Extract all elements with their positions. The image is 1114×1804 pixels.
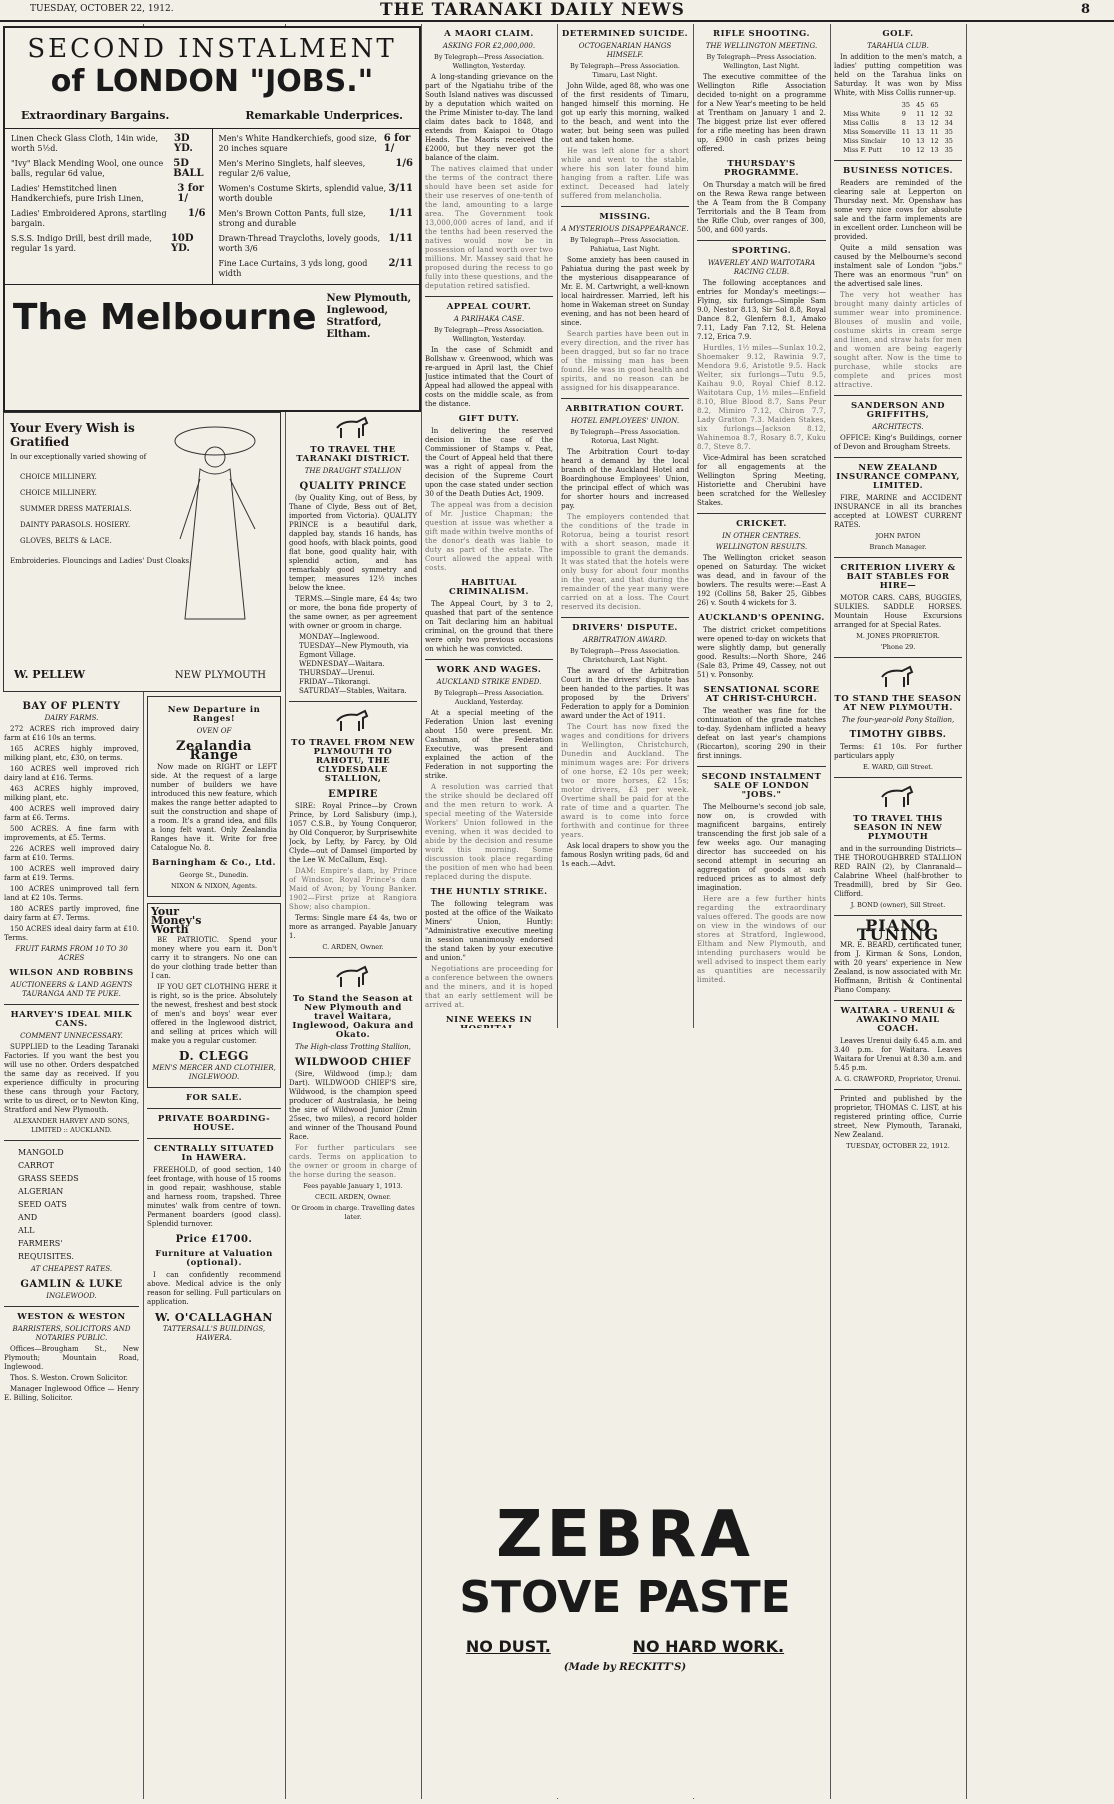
headline: GIFT DUTY. bbox=[458, 414, 520, 424]
list-item: 180 ACRES partly improved, fine dairy farm at £7. Terms. bbox=[4, 905, 139, 922]
zealandia-ad bbox=[147, 696, 281, 897]
central-body: FREEHOLD, of good section, 140 feet frontage, with house of 15 rooms in good repair, washhouse, stable and harness room, trapshed. Three minutes' walk from centre of town. Permanent boarders (good class). Splendid turnover. bbox=[147, 1166, 281, 1228]
article-body: The Arbitration Court to-day heard a demand by the local branch of the Auckland Hotel and Boardinghouse Employees' Union, the principal effect of which was for shorter hours and increased pay. bbox=[561, 448, 689, 510]
list-item: 500 ACRES. A fine farm with improvements, at £5. Terms. bbox=[4, 825, 139, 842]
store-towns: New Plymouth, Inglewood, Stratford, Eltham. bbox=[326, 293, 412, 340]
headline: RIFLE SHOOTING. bbox=[713, 29, 810, 39]
wildwood-intro: The High-class Trotting Stallion, bbox=[295, 1043, 411, 1051]
harvey-body: SUPPLIED to the Leading Taranaki Factories. If you want the best you will use no other. Orders despatched the same day as received. If you experience difficulty in procuring these cans through your Factory, write to us direct, or to Newton King, Stratford and New Plymouth. bbox=[4, 1043, 139, 1114]
criterion-title: CRITERION LIVERY & BAIT STABLES FOR HIRE— bbox=[840, 563, 956, 591]
subhead: ARBITRATION AWARD. bbox=[583, 636, 667, 644]
ad-heading-2: of LONDON "JOBS." bbox=[50, 64, 374, 99]
zebra-subtitle: STOVE PASTE bbox=[459, 1572, 791, 1623]
range-agents: NIXON & NIXON, Agents. bbox=[170, 882, 258, 890]
headline: GOLF. bbox=[882, 29, 914, 39]
waitara-title: WAITARA - URENUI & AWAKINO MAIL COACH. bbox=[840, 1006, 956, 1034]
range-addr: George St., Dunedin. bbox=[179, 871, 249, 879]
prince-body: (by Quality King, out of Bess, by Thane of Clyde, Bess out of Bet, imported from Victoria). QUALITY PRINCE is a beautiful dark, dappled bay, stands 16 hands, has good hoofs, with black points, good flat bone, good quality hair, with splendid action, and has remarkably good symmetry and temper, measures 12½ inches below the knee. bbox=[289, 494, 417, 592]
table-header: 35 45 65 bbox=[901, 101, 939, 109]
harvey-foot: ALEXANDER HARVEY AND SONS, LIMITED :: AUCKLAND. bbox=[13, 1117, 130, 1134]
piano-body: MR. E. BEARD, certificated tuner, from J. Kirman & Sons, London, with 20 years' experience in New Zealand, is now associated with Mr. Hoffmann, British & Continental Piano Company. bbox=[834, 941, 962, 994]
nz-insurance-body: FIRE, MARINE and ACCIDENT INSURANCE in all its branches accepted at LOWEST CURRENT RATES. bbox=[834, 494, 962, 529]
central-title: CENTRALLY SITUATED In HAWERA. bbox=[153, 1144, 275, 1163]
pellew-ad bbox=[3, 412, 281, 692]
travel-body: and in the surrounding Districts—THE THOROUGHBRED STALLION RED RAIN (2), by Clanranald—Calabrine Wheel (half-brother to Treadmill), bred by Sir Geo. Clifford. bbox=[834, 845, 962, 898]
zebra-ad bbox=[425, 1028, 825, 1798]
boarding-title: PRIVATE BOARDING-HOUSE. bbox=[157, 1114, 271, 1133]
range-maker: Barningham & Co., Ltd. bbox=[152, 858, 276, 868]
byline: By Telegraph—Press Association. Wellington, Yesterday. bbox=[434, 326, 544, 343]
range-title: New Departure in Ranges! bbox=[167, 705, 261, 724]
ocallaghan-sub: TATTERSALL'S BUILDINGS, HAWERA. bbox=[162, 1325, 266, 1342]
subhead: A PARIHAKA CASE. bbox=[453, 315, 525, 323]
wildwood-body: (Sire, Wildwood (imp.); dam Dart). WILDWOOD CHIEF'S sire, Wildwood, is the champion speed producer of Australasia, he being the sire of Wildwood Junior (2min 25sec, two miles), a record holder and winner of the Thousand Pound Race. bbox=[289, 1070, 417, 1141]
horse-illustration bbox=[878, 663, 918, 689]
headline: AUCKLAND'S OPENING. bbox=[698, 613, 825, 623]
headline: BUSINESS NOTICES. bbox=[842, 166, 954, 176]
criterion-body: MOTOR CARS. CABS, BUGGIES, SULKIES. SADDLE HORSES. Mountain House Excursions arranged for at Special Rates. bbox=[834, 594, 962, 629]
headline: DETERMINED SUICIDE. bbox=[561, 29, 689, 39]
empire-owner: C. ARDEN, Owner. bbox=[322, 943, 384, 951]
timothy-terms: Terms: £1 10s. For further particulars apply bbox=[834, 743, 962, 760]
ad-tag-left: Extraordinary Bargains. bbox=[21, 109, 170, 122]
zebra-left: NO DUST. bbox=[465, 1637, 551, 1656]
article-filler: The natives claimed that under the terms of the contract there should have been set aside for their use reserves of one-tenth of the land, amounting to a large area. The Government took 13,000,000 acres of land, and if the tenths had been reserved the natives would now be in possession of land worth over two millions. Mr. Massey said that he proposed during the recess to go fully into these questions, and the deputation retired satisfied. bbox=[425, 165, 553, 290]
money-body: BE PATRIOTIC. Spend your money where you earn it. Don't carry it to strangers. No one can do your clothing trade better than I can. bbox=[151, 936, 277, 980]
gamlin-list: MANGOLD CARROT GRASS SEEDS ALGERIAN SEED OATS AND ALL FARMERS' REQUISITES. bbox=[18, 1148, 79, 1261]
article-filler: Hurdles, 1½ miles—Sunlax 10.2, Shoemaker 9.12, Rawinia 9.7, Mendora 9.6, Aristotle 9.5. Hack Welter, six furlongs—Tutu 9.5, Kaihau 9.0, Royal Chief 8.12. Waitotara Cup, 1½ miles—Enfield 8.10, Blue Blood 8.7, Sans Peur 8.2, Mimiro 7.12, Chiron 7.7, Lady Gratton 7.3. Maiden Stakes, six furlongs—Jackson 8.12, Wahinemoa 8.7, Rosary 8.7, Kuku 8.7, Steve 8.7. bbox=[697, 344, 826, 451]
horse-illustration bbox=[333, 414, 373, 440]
byline: By Telegraph—Press Association. Wellington, Yesterday. bbox=[434, 53, 544, 70]
lady-illustration bbox=[160, 419, 270, 639]
subhead: A MYSTERIOUS DISAPPEARANCE. bbox=[561, 225, 689, 233]
article-filler: The Court has now fixed the wages and conditions for drivers in Wellington, Christchurch, Dunedin and Auckland. The minimum wages are: For drivers of one horse, £2 10s per week; two or more horses, £2 15s; motor drivers, £3 per week. Overtime shall be paid for at the rate of time and a quarter. The award is to come into force forthwith and continue for three years. bbox=[561, 723, 689, 839]
range-body: Now made on RIGHT or LEFT side. At the request of a large number of builders we have introduced this new feature, which makes the range better adapted to suit the construction and shape of a room. It's a grand idea, and fills a long felt want. Only Zealandia Ranges have it. Write for free Catalogue No. 8. bbox=[151, 763, 277, 852]
article-body: The district cricket competitions were opened to-day on wickets that were slightly damp, but generally good. Results:—North Shore, 246 (Sale 83, Prime 49, Cassey, not out 51) v. Ponsonby. bbox=[697, 626, 826, 679]
ad-item: Men's White Handkerchiefs, good size, 20 inches square 6 for 1/ bbox=[218, 133, 411, 154]
clegg-sub: MEN'S MERCER AND CLOTHIER, INGLEWOOD. bbox=[152, 1064, 276, 1081]
weston-line: Thos. S. Weston. Crown Solicitor. bbox=[10, 1374, 128, 1382]
store-name: The Melbourne bbox=[12, 296, 317, 338]
subhead: AUCKLAND STRIKE ENDED. bbox=[436, 678, 542, 686]
article-filler: Here are a few further hints regarding the extraordinary values offered. The goods are now on view in the windows of our stores at Stratford, Inglewood, Eltham and New Plymouth, and intending purchasers would be well advised to inspect them early as quantities are necessarily limited. bbox=[697, 895, 826, 984]
list-item: 463 ACRES highly improved, milking plant, etc. bbox=[4, 785, 139, 802]
weston-line: Manager Inglewood Office — Henry E. Billing, Solicitor. bbox=[4, 1385, 139, 1402]
ad-heading-1: SECOND INSTALMENT bbox=[27, 34, 397, 64]
byline: By Telegraph—Press Association. Timaru, Last Night. bbox=[570, 62, 680, 79]
horse-illustration bbox=[333, 707, 373, 733]
column-7 bbox=[834, 24, 962, 1799]
list-item: 100 ACRES well improved dairy farm at £19. Terms. bbox=[4, 865, 139, 882]
sanderson-office: OFFICE: King's Buildings, corner of Devon and Brougham Streets. bbox=[834, 434, 962, 451]
prince-route: MONDAY—Inglewood. TUESDAY—New Plymouth, via Egmont Village. WEDNESDAY—Waitara. THURSDAY—Urenui. FRIDAY—Tikorangi. SATURDAY—Stables, Waitara. bbox=[299, 633, 409, 695]
table-row: Miss F. Putt 10 12 13 35 bbox=[843, 146, 953, 154]
headline: THURSDAY'S PROGRAMME. bbox=[723, 159, 800, 178]
ad-item: Men's Brown Cotton Pants, full size, strong and durable 1/11 bbox=[218, 208, 413, 228]
byline: By Telegraph—Press Association. Pahiatua, Last Night. bbox=[570, 236, 680, 253]
headline: MISSING. bbox=[599, 212, 651, 222]
table-row: Miss Collis 8 13 12 34 bbox=[843, 119, 953, 127]
bay-title: BAY OF PLENTY bbox=[22, 701, 121, 712]
table-row: Miss White 9 11 12 32 bbox=[843, 110, 953, 118]
subhead: WELLINGTON RESULTS. bbox=[715, 543, 808, 551]
ad-item: Men's Merino Singlets, half sleeves, regular 2/6 value, 1/6 bbox=[218, 158, 413, 178]
sanderson-sub: ARCHITECTS. bbox=[872, 423, 924, 431]
imprint: Printed and published by the proprietor, THOMAS C. LIST, at his registered printing office, Currie street, New Plymouth, Taranaki, New Zealand. bbox=[834, 1095, 962, 1139]
clegg-name: D. CLEGG bbox=[179, 1049, 249, 1063]
newspaper-title: THE TARANAKI DAILY NEWS bbox=[380, 0, 685, 20]
sanderson-title: SANDERSON AND GRIFFITHS, bbox=[851, 401, 945, 420]
table-row: Miss Somerville 11 13 11 35 bbox=[843, 128, 953, 136]
range-name: Zealandia Range bbox=[176, 739, 252, 763]
stand-body: The four-year-old Pony Stallion, bbox=[841, 716, 955, 724]
article-body: The weather was fine for the continuation of the grade matches to-day. Sydenham inflicted a heavy defeat on last year's champions (Riccarton), scoring 290 in their first innings. bbox=[697, 707, 826, 760]
headline: HABITUAL CRIMINALISM. bbox=[448, 578, 529, 597]
article-body: The following telegram was posted at the office of the Waikato Miners' Union, Huntly: "Administrative executive meeting in session unanimously endorsed the stand taken by your executive and union." bbox=[425, 900, 553, 962]
wildwood-filler: For further particulars see cards. Terms on application to the owner or groom in charge of the horse during the season. bbox=[289, 1144, 417, 1179]
waitara-owner: A. G. CRAWFORD, Proprietor, Urenui. bbox=[835, 1075, 961, 1083]
empire-name: EMPIRE bbox=[328, 789, 378, 800]
article-body: Quite a mild sensation was caused by the Melbourne's second instalment sale of London "jobs." There was an enormous "run" on the advertised sale lines. bbox=[834, 244, 962, 288]
ad-items-right bbox=[213, 129, 420, 284]
gamlin-name: GAMLIN & LUKE bbox=[20, 1279, 123, 1290]
list-item: 160 ACRES well improved rich dairy land at £16. Terms. bbox=[4, 765, 139, 782]
pellew-place: NEW PLYMOUTH bbox=[174, 670, 266, 681]
article-body: In addition to the men's match, a ladies' putting competition was held on the Tarahua links on Saturday. It was won by Miss White, with Miss Collis runner-up. bbox=[834, 53, 962, 97]
weston-line: Offices—Brougham St., New Plymouth; Mountain Road, Inglewood. bbox=[4, 1345, 139, 1371]
headline: ARBITRATION COURT. bbox=[565, 404, 685, 414]
wildwood-note: Or Groom in charge. Travelling dates later. bbox=[291, 1204, 415, 1221]
central-price: Price £1700. bbox=[175, 1234, 253, 1245]
bay-list bbox=[4, 725, 139, 943]
ad-tag-right: Remarkable Underprices. bbox=[245, 109, 403, 122]
wildwood-owner: CECIL ARDEN, Owner. bbox=[315, 1193, 391, 1201]
list-item: 100 ACRES unimproved tall fern land at £2 10s. Terms. bbox=[4, 885, 139, 902]
byline: By Telegraph—Press Association. Christchurch, Last Night. bbox=[570, 647, 680, 664]
article-body: The Melbourne's second job sale, now on, is crowded with magnificent bargains, entirely transcending the first job sale of a few weeks ago. Our managing director has succeeded on his second attempt in securing an aggregation of goods at such reduced prices as to almost defy imagination. bbox=[697, 803, 826, 892]
ad-item: Drawn-Thread Traycloths, lovely goods, worth 3/6 1/11 bbox=[218, 233, 413, 253]
headline: SENSATIONAL SCORE AT CHRIST-CHURCH. bbox=[703, 685, 820, 704]
article-filler: The very hot weather has brought many dainty articles of summer wear into prominence. Blouses of muslin and voile, costume skirts in cream serge and linen, and straw hats for men and women are being eagerly sought after. Now is the time to purchase, while stocks are complete and prices most attractive. bbox=[834, 291, 962, 389]
wildwood-terms: Fees payable January 1, 1913. bbox=[303, 1182, 403, 1190]
piano-title: PIANO TUNING bbox=[856, 916, 940, 944]
timothy-name: TIMOTHY GIBBS. bbox=[849, 730, 947, 740]
headline: CRICKET. bbox=[736, 519, 787, 529]
byline: By Telegraph—Press Association. Wellington, Last Night. bbox=[706, 53, 817, 70]
ad-item: Ladies' Embroidered Aprons, startling bargain. 1/6 bbox=[11, 208, 206, 228]
horse-illustration bbox=[878, 783, 918, 809]
forsale: FOR SALE. bbox=[185, 1093, 243, 1103]
nz-insurance-title: NEW ZEALAND INSURANCE COMPANY, LIMITED. bbox=[836, 463, 960, 491]
furniture-note: Furniture at Valuation (optional). bbox=[155, 1249, 273, 1268]
article-body: Readers are reminded of the clearing sale at Lepperton on Thursday next. Mr. Openshaw has some very nice cows for absolute sale and the farm implements are in excellent order. Luncheon will be provided. bbox=[834, 179, 962, 241]
masthead bbox=[0, 0, 1114, 22]
nz-agent-role: Branch Manager. bbox=[869, 543, 927, 551]
subhead: TARAHUA CLUB. bbox=[867, 42, 929, 50]
subhead: WAVERLEY AND WAITOTARA RACING CLUB. bbox=[707, 259, 816, 276]
column-3 bbox=[289, 412, 417, 1797]
weston-sub: BARRISTERS, SOLICITORS AND NOTARIES PUBLIC. bbox=[12, 1325, 131, 1342]
melbourne-ad bbox=[3, 26, 421, 412]
stand-title: TO STAND THE SEASON AT NEW PLYMOUTH. bbox=[834, 694, 962, 713]
travel1-sub: THE DRAUGHT STALLION bbox=[304, 467, 402, 475]
imprint-date: TUESDAY, OCTOBER 22, 1912. bbox=[846, 1142, 950, 1150]
article-body: The Appeal Court, by 3 to 2, quashed that part of the sentence on Tait declaring him an habitual criminal, on the ground that there were only two previous occasions on which he was convicted. bbox=[425, 600, 553, 653]
column-5 bbox=[561, 24, 689, 1024]
criterion-prop: M. JONES PROPRIETOR. bbox=[856, 632, 940, 640]
article-filler: He was left alone for a short while and went to the stable, where his son later found him hanging from a rafter. Life was extinct. Deceased had lately suffered from melancholia. bbox=[561, 147, 689, 200]
headline: APPEAL COURT. bbox=[446, 302, 532, 312]
byline: By Telegraph—Press Association. Auckland, Yesterday. bbox=[434, 689, 544, 706]
timothy-owner: E. WARD, Gill Street. bbox=[863, 763, 933, 771]
article-body: In delivering the reserved decision in the case of the Commissioner of Stamps v. Peat, the Court of Appeal held that there was a right of appeal from the decision of the Supreme Court upon the case stated under section 30 of the Death Duties Act, 1909. bbox=[425, 427, 553, 498]
zebra-maker: (Made by RECKITT'S) bbox=[563, 1662, 687, 1673]
range-sub: OVEN OF bbox=[196, 727, 232, 735]
advert-note: Ask local drapers to show you the famous Roslyn writing pads, 6d and 1s each.—Advt. bbox=[561, 842, 689, 868]
article-body: Some anxiety has been caused in Pahiatua during the past week by the mysterious disappearance of Mr. E. M. Cartwright, a well-known local hairdresser. Married, left his home in Wakeman street on Sunday evening, and has not been heard of since. bbox=[561, 256, 689, 327]
list-item: 400 ACRES well improved dairy farm at £6. Terms. bbox=[4, 805, 139, 822]
golf-table bbox=[840, 101, 956, 155]
travel-owner: J. BOND (owner), Sill Street. bbox=[850, 901, 946, 909]
ad-item: Fine Lace Curtains, 3 yds long, good width 2/11 bbox=[218, 258, 413, 278]
list-item: 165 ACRES highly improved, milking plant, etc, £30, on terms. bbox=[4, 745, 139, 762]
travel1-title: TO TRAVEL THE TARANAKI DISTRICT. bbox=[296, 445, 410, 464]
wilson-title: WILSON AND ROBBINS bbox=[9, 968, 134, 978]
horse-illustration bbox=[333, 963, 373, 989]
zebra-right: NO HARD WORK. bbox=[632, 1637, 785, 1656]
headline: A MAORI CLAIM. bbox=[444, 29, 534, 39]
pellew-name: W. PELLEW bbox=[14, 668, 86, 681]
column-1 bbox=[4, 696, 139, 1796]
byline: By Telegraph—Press Association. Rotorua, Last Night. bbox=[570, 428, 680, 445]
empire-filler: DAM: Empire's dam, by Prince of Windsor, Royal Prince's dam Maid of Avon; by Young Banker. 1902—First prize at Rangiora Show; also champion. bbox=[289, 867, 417, 911]
ad-item: "Ivy" Black Mending Wool, one ounce balls, regular 6d value, 5D BALL bbox=[11, 158, 204, 179]
prince-terms: TERMS.—Single mare, £4 4s; two or more, the bona fide property of the same owner, as per agreement with owner or groom in charge. bbox=[289, 595, 417, 630]
table-row: Miss Sinclair 10 13 12 35 bbox=[843, 137, 953, 145]
nz-agent: JOHN PATON bbox=[875, 532, 921, 540]
travel2-title: TO TRAVEL FROM NEW PLYMOUTH TO RAHOTU, THE CLYDESDALE STALLION, bbox=[291, 738, 415, 784]
gamlin-place: INGLEWOOD. bbox=[46, 1292, 97, 1300]
gamlin-price: AT CHEAPEST RATES. bbox=[30, 1265, 113, 1273]
article-body: At a special meeting of the Federation Union last evening about 150 were present. Mr. Cashman, of the Federation Executive, was present and explained the action of the Federation in not supporting the strike. bbox=[425, 709, 553, 780]
ad-item: Linen Check Glass Cloth, 14in wide, worth 5½d. 3D YD. bbox=[11, 133, 193, 154]
empire-terms: Terms: Single mare £4 4s, two or more as arranged. Payable January 1. bbox=[289, 914, 417, 940]
article-body: The Wellington cricket season opened on Saturday. The wicket was dead, and in favour of the bowlers. The results were:—East A 192 (Collins 58, Baker 25, Gibbes 26) v. South 4 wickets for 3. bbox=[697, 554, 826, 607]
weston-title: WESTON & WESTON bbox=[17, 1312, 126, 1322]
empire-body: SIRE: Royal Prince—by Crown Prince, by Lord Salisbury (imp.), 1057 C.S.B., by Young Conqueror, by Old Conqueror, by Surprisewhite Jock, by Lefty, by Farcy, by Old Clyde—out of Damsel (imported by the Lee W. McCallum, Esq). bbox=[289, 802, 417, 864]
article-filler: Search parties have been out in every direction, and the river has been dragged, but so far no trace of the missing man has been found. He was in good health and spirits, and no reason can be assigned for his disappearance. bbox=[561, 330, 689, 392]
criterion-phone: 'Phone 29. bbox=[880, 643, 916, 651]
money-ad bbox=[147, 903, 281, 1088]
article-body: The executive committee of the Wellington Rifle Association decided to-night on a programme for a New Year's meeting to be held at Trentham on January 1 and 2. The biggest prize list ever offered for a rifle meeting has been drawn up, £900 in cash prizes being offered. bbox=[697, 73, 826, 153]
pellew-extra: Embroideries. Flouncings and Ladies' Dust Cloaks. bbox=[10, 557, 192, 565]
money-body-2: IF YOU GET CLOTHING HERE it is right, so is the price. Absolutely the newest, freshest and best stock of men's and boys' wear ever offered in the Inglewood district, and selling at prices which will make you a regular customer. bbox=[151, 983, 277, 1045]
travel-title: TO TRAVEL THIS SEASON IN NEW PLYMOUTH bbox=[853, 814, 943, 842]
bay-sub: DAIRY FARMS. bbox=[44, 714, 99, 722]
article-filler: Negotiations are proceeding for a conference between the owners and the miners, and it is hoped that an early settlement will be arrived at. bbox=[425, 965, 553, 1009]
article-filler: The appeal was from a decision of Mr. Justice Chapman; the question at issue was whether a gift made within twelve months of the donor's death was liable to duty as part of the estate. The Court allowed the appeal with costs. bbox=[425, 501, 553, 572]
harvey-title: HARVEY'S IDEAL MILK CANS. bbox=[10, 1010, 133, 1029]
harvey-sub: COMMENT UNNECESSARY. bbox=[20, 1032, 123, 1040]
list-item: 226 ACRES well improved dairy farm at £10. Terms. bbox=[4, 845, 139, 862]
article-filler: The employers contended that the conditions of the trade in Rotorua, being a tourist resort with a short season, made it impossible to grant the demands. It was stated that the hotels were only busy for about four months in the year, and that during the remainder of the year many were carried on at a loss. The Court reserved its decision. bbox=[561, 513, 689, 611]
subhead: OCTOGENARIAN HANGS HIMSELF. bbox=[578, 42, 672, 59]
ocallaghan-name: W. O'CALLAGHAN bbox=[155, 1311, 273, 1324]
issue-date: TUESDAY, OCTOBER 22, 1912. bbox=[30, 4, 174, 14]
zebra-title: ZEBRA bbox=[496, 1498, 754, 1572]
bay-footer: FRUIT FARMS FROM 10 TO 30 ACRES bbox=[15, 945, 128, 962]
article-body: The award of the Arbitration Court in the drivers' dispute has been handed to the parties. It was proposed by the Drivers' Federation to apply for a Dominion award under the Act of 1911. bbox=[561, 667, 689, 720]
list-item: 150 ACRES ideal dairy farm at £10. Terms. bbox=[4, 925, 139, 942]
article-body: John Wilde, aged 88, who was one of the first residents of Timaru, hanged himself this morning. He got up early this morning, walked to the beach, and went into the water, but being seen was pulled out and taken home. bbox=[561, 82, 689, 144]
headline: THE HUNTLY STRIKE. bbox=[430, 887, 548, 897]
headline: SPORTING. bbox=[731, 246, 792, 256]
list-item: 272 ACRES rich improved dairy farm at £16 10s an terms. bbox=[4, 725, 139, 742]
money-title: Your Money's Worth bbox=[151, 905, 202, 936]
headline: NINE WEEKS IN bbox=[445, 1015, 533, 1025]
article-body: In the case of Schmidt and Bollshaw v. Greenwood, which was re-argued in April last, the Chief Justice intimated that the Court of Appeal had allowed the appeal with costs on the middle scale, as from the distance. bbox=[425, 346, 553, 408]
pellew-intro: In our exceptionally varied showing of bbox=[10, 453, 147, 461]
wildwood-name: WILDWOOD CHIEF bbox=[294, 1057, 412, 1068]
column-2 bbox=[147, 696, 281, 1796]
wilson-sub: AUCTIONEERS & LAND AGENTS TAURANGA AND TE PUKE. bbox=[10, 981, 133, 998]
subhead: ASKING FOR £2,000,000. bbox=[442, 42, 536, 50]
subhead: HOTEL EMPLOYEES' UNION. bbox=[570, 417, 680, 425]
subhead: THE WELLINGTON MEETING. bbox=[705, 42, 818, 50]
page-number: 8 bbox=[1080, 2, 1090, 17]
ad-item: Ladies' Hemstitched linen Handkerchiefs, pure Irish Linen, 3 for 1/ bbox=[11, 183, 205, 204]
ad-item: S.S.S. Indigo Drill, best drill made, regular 1s yard. 10D YD. bbox=[11, 233, 194, 254]
headline: DRIVERS' DISPUTE. bbox=[572, 623, 678, 633]
central-note: I can confidently recommend above. Medical advice is the only reason for selling. Full particulars on application. bbox=[147, 1271, 281, 1306]
pellew-lines: CHOICE MILLINERY. CHOICE MILLINERY. SUMMER DRESS MATERIALS. DAINTY PARASOLS. HOSIERY. GLOVES, BELTS & LACE. bbox=[20, 473, 132, 545]
prince-name: QUALITY PRINCE bbox=[299, 481, 407, 492]
headline: WORK AND WAGES. bbox=[436, 665, 542, 675]
article-filler: A resolution was carried that the strike should be declared off and the men return to work. A special meeting of the Waterside Workers' Union followed in the evening, when it was decided to abide by the decision and resume work this morning. Some discussion took place regarding the position of men who had been replaced during the dispute. bbox=[425, 783, 553, 881]
article-body: The following acceptances and entries for Monday's meetings:— Flying, six furlongs—Simple Sam 9.0, Nestor 8.13, Sir Sol 8.8, Royal Dance 8.2, Glenfern 8.1, Amako 7.11, Lady Fan 7.12, St. Helena 7.12, Erica 7.9. bbox=[697, 279, 826, 341]
subhead: IN OTHER CENTRES. bbox=[722, 532, 801, 540]
article-body: Vice-Admiral has been scratched for all engagements at the Wellington Spring Meeting, Historiette and Cherubini have been scratched for the Wellesley Stakes. bbox=[697, 454, 826, 507]
column-6 bbox=[697, 24, 826, 1024]
ad-items-left bbox=[5, 129, 213, 284]
pellew-title: Your Every Wish is Gratified bbox=[10, 421, 135, 449]
headline: SECOND INSTALMENT SALE OF LONDON "JOBS." bbox=[701, 772, 822, 800]
travel3-title: To Stand the Season at New Plymouth and travel Waitara, Inglewood, Oakura and Okato. bbox=[292, 994, 414, 1040]
ad-item: Women's Costume Skirts, splendid value, worth double 3/11 bbox=[218, 183, 413, 203]
article-body: A long-standing grievance on the part of the Ngatiahu tribe of the South Island natives was discussed by a deputation which waited on the Prime Minister to-day. The land claim dates back to 1848, and extends from Kaiapoi to Otago Heads. The Maoris received the £2000, but they never got the balance of the claim. bbox=[425, 73, 553, 162]
waitara-body: Leaves Urenui daily 6.45 a.m. and 3.40 p.m. for Waitara. Leaves Waitara for Urenui at 8.30 a.m. and 5.45 p.m. bbox=[834, 1037, 962, 1072]
article-body: On Thursday a match will be fired on the Rewa Rewa range between the A Team from the B Company Territorials and the B Team from the Rifle Club, over ranges of 300, 500, and 600 yards. bbox=[697, 181, 826, 234]
